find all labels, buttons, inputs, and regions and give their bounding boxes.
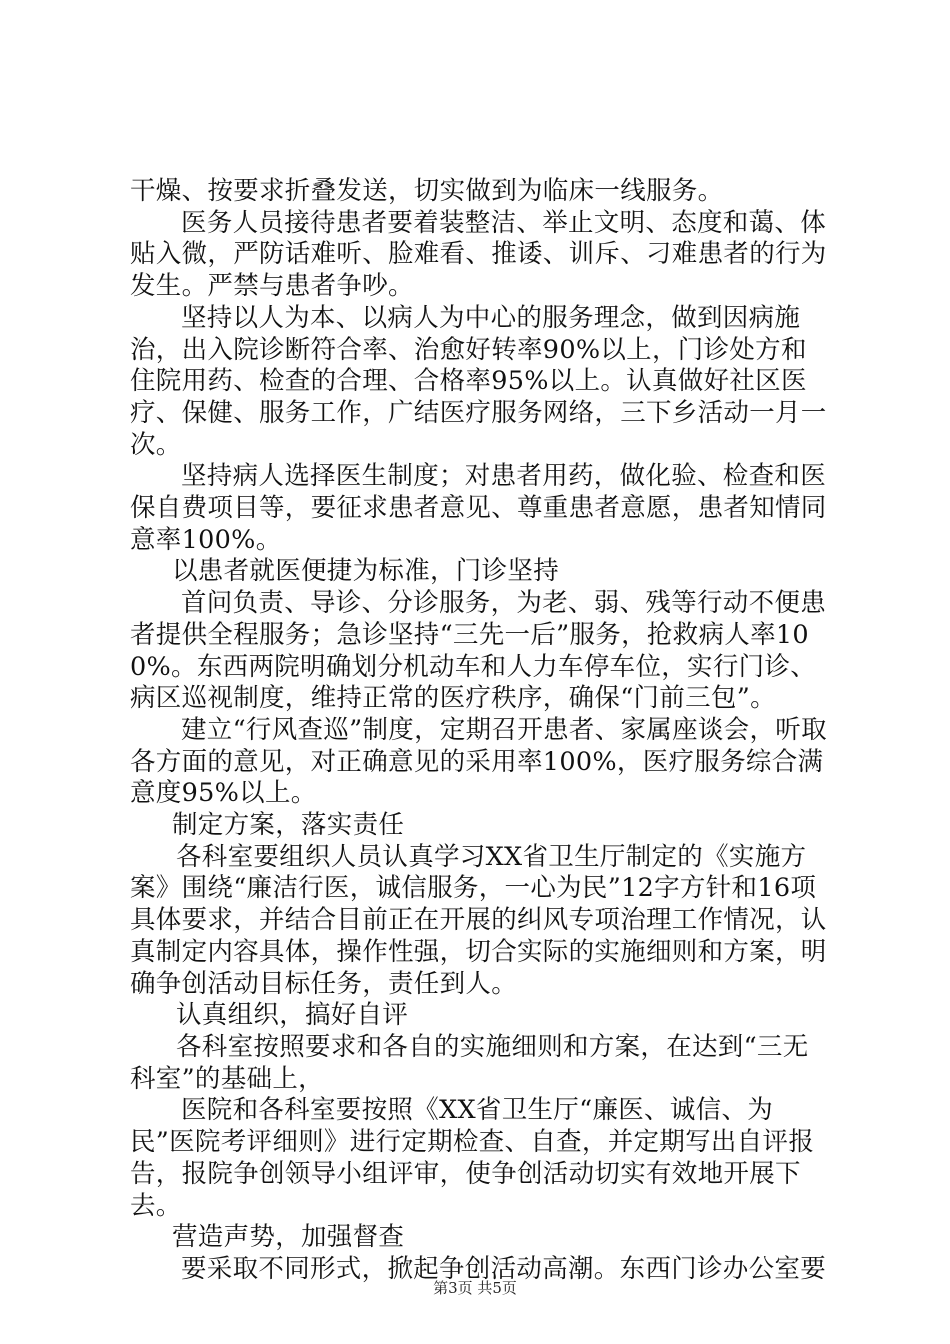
page-number-label: 第3页 共5页 xyxy=(433,1279,517,1297)
page-footer xyxy=(0,1278,950,1298)
paragraph-4: 坚持病人选择医生制度；对患者用药，做化验、检查和医保自费项目等，要征求患者意见、尊重患者意愿，患者知情同意率100%。 xyxy=(130,461,827,555)
paragraph-1: 干燥、按要求折叠发送，切实做到为临床一线服务。 xyxy=(130,176,724,206)
paragraph-6: 首问负责、导诊、分诊服务，为老、弱、残等行动不便患者提供全程服务；急诊坚持“三先一后”服务，抢救病人率100%。东西两院明确划分机动车和人力车停车位，实行门诊、病区巡视制度，维持正常的医疗秩序，确保“门前三包”。 xyxy=(130,588,827,714)
paragraph-14: 要采取不同形式，掀起争创活动高潮。东西门诊办公室要 xyxy=(181,1253,827,1284)
section-heading-plan: 制定方案，落实责任 xyxy=(172,810,405,841)
paragraph-3: 坚持以人为本、以病人为中心的服务理念，做到因病施治，出入院诊断符合率、治愈好转率90%以上，门诊处方和住院用药、检查的合理、合格率95%以上。认真做好社区医疗、保健、服务工作，广结医疗服务网络，三下乡活动一月一次。 xyxy=(130,302,827,460)
document-body xyxy=(130,176,830,1286)
paragraph-11: 各科室按照要求和各自的实施细则和方案，在达到“三无科室”的基础上， xyxy=(130,1031,809,1094)
section-heading-publicity: 营造声势，加强督查 xyxy=(172,1222,405,1253)
paragraph-2: 医务人员接待患者要着装整洁、举止文明、态度和蔼、体贴入微，严防话难听、脸难看、推诿、训斥、刁难患者的行为发生。严禁与患者争吵。 xyxy=(130,207,827,302)
paragraph-5: 以患者就医便捷为标准，门诊坚持 xyxy=(172,556,560,587)
paragraph-9: 各科室要组织人员认真学习XX省卫生厅制定的《实施方案》围绕“廉洁行医，诚信服务，一心为民”12字方针和16项具体要求，并结合目前正在开展的纠风专项治理工作情况，认真制定内容具体，操作性强，切合实际的实施细则和方案，明确争创活动目标任务，责任到人。 xyxy=(130,841,827,999)
section-heading-self-review: 认真组织，搞好自评 xyxy=(176,1000,409,1031)
paragraph-7: 建立“行风查巡”制度，定期召开患者、家属座谈会，听取各方面的意见，对正确意见的采用率100%，医疗服务综合满意度95%以上。 xyxy=(130,714,827,809)
paragraph-12: 医院和各科室要按照《XX省卫生厅“廉医、诚信、为民”医院考评细则》进行定期检查、自查，并定期写出自评报告，报院争创领导小组评审，使争创活动切实有效地开展下去。 xyxy=(130,1095,815,1221)
